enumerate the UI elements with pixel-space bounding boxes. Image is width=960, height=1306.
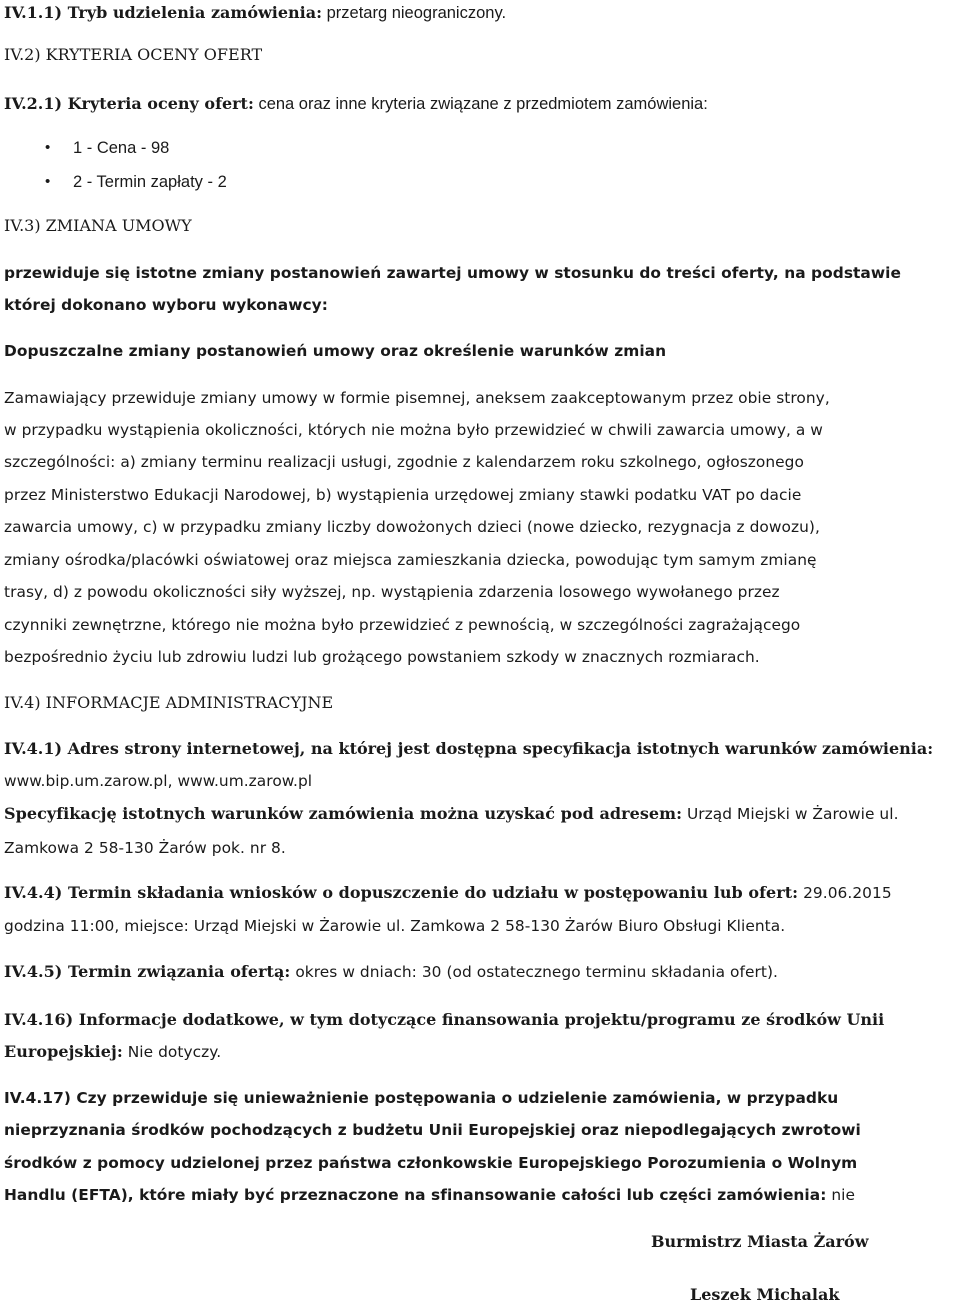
criterion-item: 2 - Termin zapłaty - 2 bbox=[73, 173, 227, 191]
spec-address-value: Urząd Miejski w Żarowie ul. bbox=[682, 805, 899, 823]
deadline-value: 29.06.2015 bbox=[798, 884, 892, 902]
procedure-type-line bbox=[4, 3, 506, 23]
additional-info-line bbox=[4, 1042, 221, 1062]
spec-address-line bbox=[4, 804, 899, 824]
paragraph-line: czynniki zewnętrzne, którego nie można było przewidzieć z pewnością, w szczególności zagrażającego bbox=[4, 616, 801, 634]
deadline-value-cont: godzina 11:00, miejsce: Urząd Miejski w Żarowie ul. Zamkowa 2 58-130 Żarów Biuro Obsługi Klienta. bbox=[4, 917, 786, 935]
bullet-icon: • bbox=[45, 173, 51, 190]
criteria-line bbox=[4, 94, 708, 114]
criteria-value: cena oraz inne kryteria związane z przedmiotem zamówienia: bbox=[253, 95, 708, 113]
spec-website-label: IV.4.1) Adres strony internetowej, na której jest dostępna specyfikacja istotnych warunków zamówienia: bbox=[4, 739, 934, 758]
change-intro-line: której dokonano wyboru wykonawcy: bbox=[4, 296, 328, 314]
binding-period-label: IV.4.5) Termin związania ofertą: bbox=[4, 962, 291, 981]
criteria-label: IV.2.1) Kryteria oceny ofert: bbox=[4, 94, 254, 113]
signature-name: Leszek Michalak bbox=[690, 1285, 840, 1304]
additional-info-value: Nie dotyczy. bbox=[122, 1043, 222, 1061]
paragraph-line: przez Ministerstwo Edukacji Narodowej, b) wystąpienia urzędowej zmiany stawki podatku VAT po dacie bbox=[4, 486, 802, 504]
paragraph-line: Zamawiający przewiduje zmiany umowy w formie pisemnej, aneksem zaakceptowanym przez obie strony, bbox=[4, 389, 830, 407]
bullet-icon: • bbox=[45, 139, 51, 156]
signature-title: Burmistrz Miasta Żarów bbox=[651, 1232, 869, 1251]
paragraph-line: zmiany ośrodka/placówki oświatowej oraz miejsca zamieszkania dziecka, powodując tym samym zmianę bbox=[4, 551, 817, 569]
eu-cancellation-label: Handlu (EFTA), które miały być przeznaczone na sfinansowanie całości lub części zamówienia: bbox=[4, 1186, 827, 1204]
paragraph-line: w przypadku wystąpienia okoliczności, których nie można było przewidzieć w chwili zawarcia umowy, a w bbox=[4, 421, 823, 439]
criterion-item: 1 - Cena - 98 bbox=[73, 139, 170, 157]
paragraph-line: trasy, d) z powodu okoliczności siły wyższej, np. wystąpienia zdarzenia losowego wywołanego przez bbox=[4, 583, 780, 601]
contract-change-heading: IV.3) ZMIANA UMOWY bbox=[4, 216, 192, 235]
procedure-type-value: przetarg nieograniczony. bbox=[322, 4, 507, 22]
binding-period-value: okres w dniach: 30 (od ostatecznego terminu składania ofert). bbox=[290, 963, 778, 981]
additional-info-label: IV.4.16) Informacje dodatkowe, w tym dotyczące finansowania projektu/programu ze środków Unii bbox=[4, 1010, 885, 1029]
eu-cancellation-line bbox=[4, 1185, 855, 1205]
procedure-type-label: IV.1.1) Tryb udzielenia zamówienia: bbox=[4, 3, 323, 22]
additional-info-label-cont: Europejskiej: bbox=[4, 1042, 123, 1061]
paragraph-line: zawarcia umowy, c) w przypadku zmiany liczby dowożonych dzieci (nowe dziecko, rezygnacja z dowozu), bbox=[4, 518, 820, 536]
criteria-heading: IV.2) KRYTERIA OCENY OFERT bbox=[4, 45, 263, 64]
deadline-line bbox=[4, 883, 892, 903]
paragraph-line: bezpośrednio życiu lub zdrowiu ludzi lub grożącego powstaniem szkody w znacznych rozmiarach. bbox=[4, 648, 760, 666]
eu-cancellation-label: nieprzyznania środków pochodzących z budżetu Unii Europejskiej oraz niepodlegających zwrotowi bbox=[4, 1121, 861, 1139]
change-subheading: Dopuszczalne zmiany postanowień umowy oraz określenie warunków zmian bbox=[4, 342, 667, 360]
eu-cancellation-value: nie bbox=[826, 1186, 855, 1204]
paragraph-line: szczególności: a) zmiany terminu realizacji usługi, zgodnie z kalendarzem roku szkolnego, ogłoszonego bbox=[4, 453, 804, 471]
spec-address-value-cont: Zamkowa 2 58-130 Żarów pok. nr 8. bbox=[4, 839, 286, 857]
deadline-label: IV.4.4) Termin składania wniosków o dopuszczenie do udziału w postępowaniu lub ofert: bbox=[4, 883, 799, 902]
admin-info-heading: IV.4) INFORMACJE ADMINISTRACYJNE bbox=[4, 693, 334, 712]
binding-period-line bbox=[4, 962, 778, 982]
eu-cancellation-label: środków z pomocy udzielonej przez państwa członkowskie Europejskiego Porozumienia o Wolnym bbox=[4, 1154, 858, 1172]
spec-website-value: www.bip.um.zarow.pl, www.um.zarow.pl bbox=[4, 772, 313, 790]
spec-address-label: Specyfikację istotnych warunków zamówienia można uzyskać pod adresem: bbox=[4, 804, 683, 823]
eu-cancellation-label: IV.4.17) Czy przewiduje się unieważnienie postępowania o udzielenie zamówienia, w przypadku bbox=[4, 1089, 839, 1107]
change-intro-line: przewiduje się istotne zmiany postanowień zawartej umowy w stosunku do treści oferty, na podstawie bbox=[4, 264, 901, 282]
